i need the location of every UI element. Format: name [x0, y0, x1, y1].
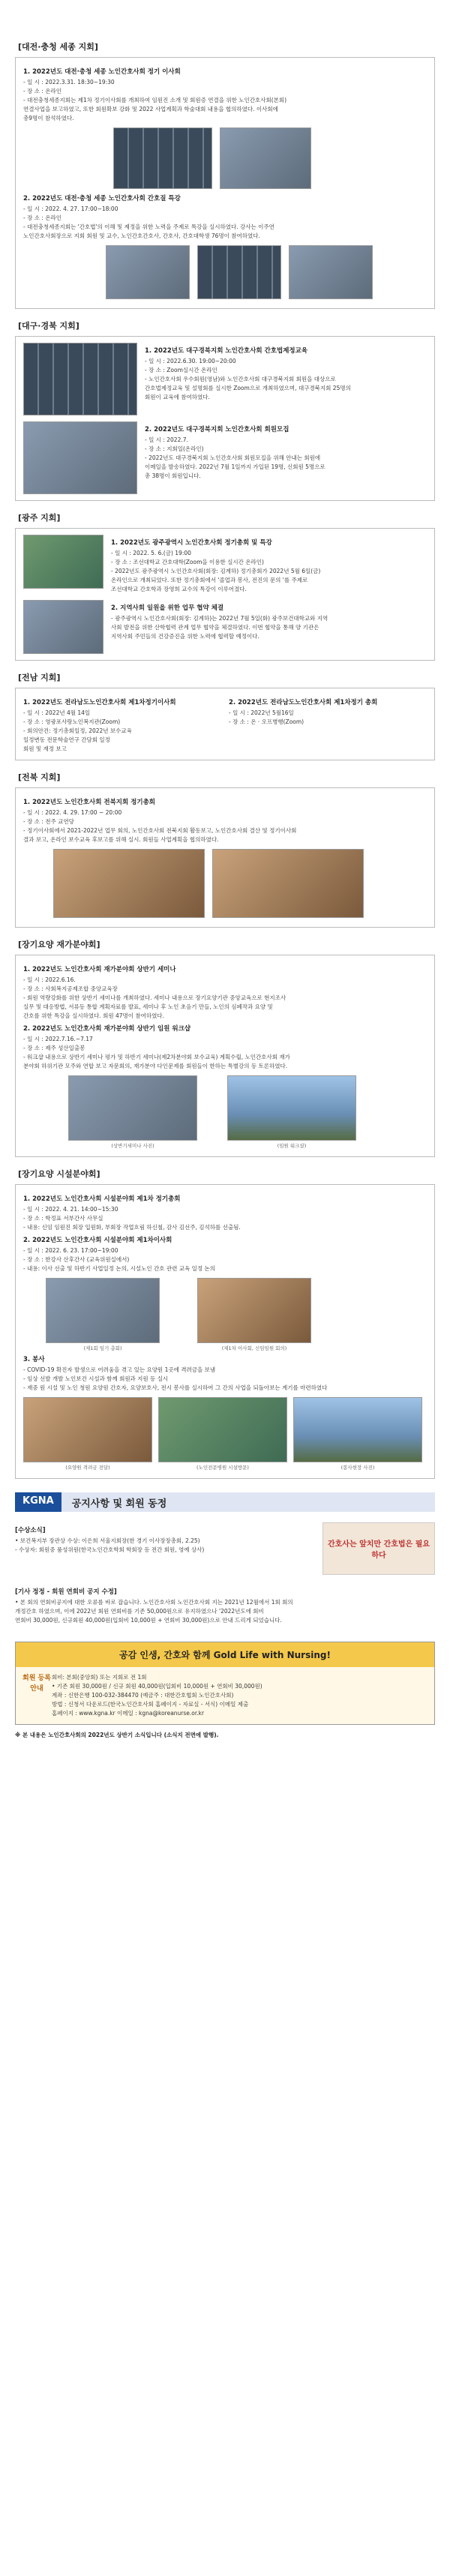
- membership-label: 회원 등록 안내: [22, 1675, 51, 1693]
- item-title: 1. 2022년도 노인간호사회 시설분야회 제1차 정기총회: [23, 1195, 181, 1203]
- membership-line: • 기존 회원 30,000원 / 신규 회원 40,000원(입회비 10,000원 + 연회비 30,000원): [52, 1683, 262, 1690]
- section-jeonbuk: [15, 787, 435, 928]
- item-line: 이메일을 발송하였다. 2022년 7월 1일까지 가입된 19명, 신회원 5명으로: [145, 463, 326, 470]
- item-line: 지역사회 주민들의 건강증진을 위한 노력에 협력할 예정이다.: [111, 633, 260, 640]
- section-jeonnam: [15, 688, 435, 760]
- item-title: 1. 2022년도 전라남도노인간호사회 제1차정기이사회: [23, 699, 176, 706]
- item-line: - 장 소 : 사회복지공제조합 중앙교육장: [23, 985, 118, 992]
- item-title: 2. 2022년도 노인간호사회 재가분야회 상반기 임원 워크샵: [23, 1025, 190, 1033]
- item-line: - 내용: 신임 임원진 회장 입원화, 부회장 작업흐림 하신철, 감사 김선주, 김석하를 선출됨.: [23, 1224, 241, 1231]
- item-line: - 장 소 : 지회일(온라인): [145, 445, 204, 452]
- dues-line: 연회비 30,000원, 신규회원 40,000원(입회비 10,000원 + 연회비 30,000원)으로 안내 드리게 되었습니다.: [15, 1617, 282, 1624]
- membership-line: 회비: 본회(중앙회) 또는 지회로 전 1회: [52, 1674, 147, 1681]
- item-line: - 일 시 : 2022. 6. 23. 17:00~19:00: [23, 1247, 118, 1254]
- photo-seminar: [68, 1075, 197, 1141]
- award-title: [수상소식]: [15, 1527, 46, 1534]
- item-line: 조선대학교 간호학과 장영희 교수의 특강이 이루어졌다.: [111, 586, 247, 592]
- section-title-facility: [장기요양 시설분야회]: [18, 1169, 100, 1179]
- item-title: 1. 2022년도 대구경북지회 노인간호사회 간호법제정교육: [145, 347, 308, 355]
- item-line: - 일 시 : 2022.7.16.~7.17: [23, 1036, 93, 1042]
- item-line: - 임상 선발 개발 노인보건 시설과 함께 회원과 지원 등 실시: [23, 1375, 169, 1382]
- item-line: - 장 소 : 온 · 오프병행(Zoom): [229, 718, 304, 725]
- photo-general-meeting: [46, 1278, 160, 1343]
- item-line: - 내용: 이사 선출 및 하반기 사업일정 논의, 시설노인 간호 관련 교육 일정 논의: [23, 1265, 215, 1272]
- photo-board-meeting: [197, 1278, 311, 1343]
- award-line: - 수상자: 회원중 품성위원(한국노인간호학회 학회장 등 전간 회원, 영예 상사): [15, 1546, 205, 1553]
- item-line: - 일 시 : 2022.3.31. 18:30~19:30: [23, 79, 115, 85]
- item-line: - 장 소 : 제주 성산일출봉: [23, 1045, 86, 1051]
- item-line: - 일 시 : 2022. 4. 21. 14:00~15:30: [23, 1206, 118, 1213]
- campaign-banner: 간호사는 앞치만 간호법은 필요하다: [322, 1522, 435, 1575]
- item-line: 분야회 하위기관 모주와 연합 보고 자문회의, 재가분야 다인문제를 회원들이 한하는 특별강의 등 토론하였다.: [23, 1063, 288, 1069]
- photo-meeting: [220, 127, 311, 189]
- item-line: - 장 소 : 한강사 산후간사 (교육위원실에서): [23, 1256, 130, 1263]
- item-line: - 대전충청세종지회는 제1차 정기이사회를 개최하여 임원진 소개 및 회원증 연결을 위한 노인간호사회(본회): [23, 97, 287, 103]
- photo-lecture: [289, 245, 373, 299]
- notice-header: [15, 1492, 435, 1512]
- item-title: 2. 2022년도 전라남도노인간호사회 제1차정기 총회: [229, 699, 378, 706]
- membership-line[interactable]: 홈페이지 : www.kgna.kr 이메일 : kgna@koreanurse.or.kr: [52, 1710, 205, 1717]
- membership-box: [15, 1642, 435, 1725]
- photo-caption: (노인전문병원 시설방문): [196, 1465, 249, 1471]
- item-line: - 워크샵 내용으로 상반기 세미나 평가 및 하반기 세미나(제2차분야회 보수교육) 계획수립, 노인간호사회 재가: [23, 1054, 290, 1060]
- item-line: - 장 소 : 온라인: [23, 214, 62, 221]
- photo-lecture: [197, 245, 281, 299]
- item-title: 2. 2022년도 노인간호사회 시설분야회 제1차이사회: [23, 1237, 172, 1244]
- section-title-daegu: [대구·경북 지회]: [18, 321, 80, 331]
- item-line: - 장 소 : Zoom실시간 온라인: [145, 367, 218, 373]
- item-line: - 회의안건: 정기총회일정, 2022년 보수교육: [23, 727, 132, 734]
- section-daejeon: [15, 57, 435, 309]
- section-title-jeonnam: [전남 지회]: [18, 673, 61, 682]
- section-facility: [15, 1184, 435, 1479]
- item-title: 1. 2022년도 노인간호사회 재가분야회 상반기 세미나: [23, 966, 176, 973]
- photo-donation: [23, 1397, 152, 1462]
- item-title: 2. 2022년도 대전·충청 세종 노인간호사회 간호질 특강: [23, 195, 181, 202]
- item-line: 일정변동 전문학술연구 간담회 일정: [23, 736, 110, 743]
- photo-group: [212, 849, 364, 918]
- photo-caption: (제1회 임기 총회): [83, 1345, 122, 1351]
- photo-caption: (상반기세미나 사진): [111, 1143, 154, 1149]
- section-title-jeonbuk: [전북 지회]: [18, 772, 61, 782]
- photo-workshop: [227, 1075, 356, 1141]
- item-line: - 일 시 : 2022.6.16.: [23, 976, 76, 983]
- photo-zoom-session: [23, 343, 137, 415]
- item-line: 간호법제정교육 및 설명회를 실시한 Zoom으로 개최하였으며, 대구경북지회 25명의: [145, 385, 351, 391]
- item-line: - COVID-19 확진자 발생으로 어려움을 겪고 있는 요양원 1곳에 격려금을 보냄: [23, 1366, 216, 1373]
- photo-visit: [158, 1397, 287, 1462]
- membership-line: 방법 : 신청서 다운로드(한국노인간호사회 홈페이지 - 자료실 - 서식) 이메일 제출: [52, 1701, 249, 1708]
- photo-caption: (요양원 격려금 전달): [65, 1465, 110, 1471]
- item-title: 1. 2022년도 대전·충청 세종 노인간호사회 정기 이사회: [23, 68, 181, 76]
- photo-caption: (제1차 이사회, 신임임원 회의): [221, 1345, 287, 1351]
- item-line: 사회 발전을 위한 산학협력 관계 업무 협약을 체결하였다. 이번 협약을 통해 양 기관은: [111, 624, 320, 631]
- item-title: 2. 지역사회 일원을 위한 업무 협약 체결: [111, 604, 224, 612]
- item-line: - 노인간호사회 우수회원(영남)와 노인간호사회 대구경북지회 회원을 대상으로: [145, 376, 336, 382]
- item-line: - 일 시 : 2022.6.30. 19:00~20:00: [145, 358, 236, 364]
- item-line: 총9명이 참석하였다.: [23, 115, 74, 121]
- award-line: • 보건복지부 장관상 수상: 이은희 서울지회장(한 경기 이사장장총회, 2.25): [15, 1537, 200, 1544]
- photo-lecture: [106, 245, 190, 299]
- dues-title: [기사 정정 - 회원 연회비 공지 수정]: [15, 1588, 117, 1596]
- item-line: 회원이 교육에 참여하였다.: [145, 394, 210, 400]
- photo-group: [53, 849, 205, 918]
- dues-line: • 본 회의 연회비공지에 대한 오류를 바로 잡습니다. 노인간호사회 노인간호사회 지는 2021년 12월에서 1회 회의: [15, 1599, 293, 1606]
- item-line: - 2022년도 대구경북지회 노인간호사회 회원모집을 위해 안내는 회원에: [145, 454, 321, 461]
- item-line: - 일 시 : 2022년 5월16일: [229, 709, 294, 716]
- item-title: 2. 2022년도 대구경북지회 노인간호사회 회원모집: [145, 426, 290, 433]
- item-line: - 장 소 : 학정표 서부간사 사무실: [23, 1215, 104, 1222]
- item-line: - 장 소 : 영광포사랑노인복지관(Zoom): [23, 718, 121, 725]
- photo-meeting: [113, 127, 212, 189]
- item-line: - 광주광역시 노인간호사회(회장: 김계하)는 2022년 7월 5일(화) 광주보건대학교와 지역: [111, 615, 328, 622]
- item-line: 간호를 위한 특강을 실시하였다. 회원 47명이 참여하였다.: [23, 1012, 165, 1019]
- section-title-daejeon: [대전·충청 세종 지회]: [18, 42, 98, 52]
- notice-title: 공지사항 및 회원 동정: [71, 1498, 167, 1510]
- membership-header: 공감 인생, 간호와 함께 Gold Life with Nursing!: [16, 1642, 434, 1667]
- item-line: 총 38명이 회원입니다.: [145, 472, 201, 479]
- section-gwangju: [15, 528, 435, 661]
- item-line: 실무 및 대응방법, 서류등 통합 계획자료를 발표, 세미나 후 노인 초음기 만들, 노인의 심폐작과 요양 및: [23, 1003, 273, 1010]
- item-line: - 일 시 : 2022. 4. 27. 17:00~18:00: [23, 205, 118, 212]
- item-line: 온라인으로 개최되었다. 또한 정기총회에서 '졸업과 봉사, 전진의 문의 '를 주제로: [111, 577, 308, 583]
- item-line: - 일 시 : 2022. 4. 29. 17:00 ~ 20:00: [23, 809, 122, 816]
- photo-volunteer: [293, 1397, 422, 1462]
- item-line: - 2022년도 광주광역시 노인간호사회(회장: 김계하) 정기총회가 2022년 5월 6일(금): [111, 568, 321, 574]
- item-line: 회원 및 재정 보고: [23, 745, 67, 752]
- item-line: - 정기이사회에서 2021-2022년 업무 회의, 노인간호사회 전북지회 활동보고, 노인간호사회 결산 및 정기이사회: [23, 827, 297, 834]
- item-line: - 장 소 : 조선대학교 간호대학(Zoom을 이용한 실시간 온라인): [111, 559, 264, 565]
- item-line: - 일 시 : 2022.7.: [145, 436, 188, 443]
- item-line: 연결사업을 보고하였고, 또한 회원확보 강화 및 2022 사업계획과 학술대회 내용을 협의하였다. 이사회에: [23, 106, 278, 112]
- item-line: - 장 소 : 온라인: [23, 88, 62, 94]
- item-line: - 장 소 : 전주 교연당: [23, 818, 74, 825]
- item-line: 결과 보고, 온라인 보수교육 후보고를 위해 실시. 회원들 사업계획을 협의하였다.: [23, 836, 219, 843]
- item-title: 1. 2022년도 노인간호사회 전북지회 정기총회: [23, 799, 156, 806]
- photo-recruitment: [23, 421, 137, 494]
- section-title-gwangju: [광주 지회]: [18, 513, 61, 523]
- membership-line: 계좌 : 신한은행 100-032-384470 (예금주 : 대한간호협회 노인간호사회): [52, 1692, 234, 1699]
- photo-caption: (임원 워크샵): [277, 1143, 307, 1149]
- section-home-care: [15, 955, 435, 1157]
- photo-general-meeting: [23, 535, 104, 589]
- dues-line: 개정간호 하였으며, 이에 2022년 회원 연회비를 기존 50,000원으로 유지하였으나 '2022년도에 회비: [15, 1608, 264, 1615]
- item-line: - 회원 역량강화를 위한 상반기 세미나를 개최하였다. 세미나 내용으로 장기요양기관 중앙교육으로 현지조사: [23, 994, 286, 1001]
- footnote: ※ 본 내용은 노인간호사회의 2022년도 상반기 소식입니다 (소식지 전면에 발행).: [15, 1732, 219, 1738]
- section-title-home-care: [장기요양 재가분야회]: [18, 940, 100, 949]
- item-line: - 일 시 : 2022. 5. 6.(금) 19:00: [111, 550, 191, 556]
- item-title: 1. 2022년도 광주광역시 노인간호사회 정기총회 및 특강: [111, 539, 272, 547]
- newsletter: [15, 0, 435, 1739]
- item-line: 노인간호사회장으로 지회 회원 및 교수, 노인간호간호사, 간호사, 간호대학생 76명이 참여하였다.: [23, 232, 260, 239]
- item-line: - 일 시 : 2022년 4월 14일: [23, 709, 91, 716]
- item-title: 3. 봉사: [23, 1356, 45, 1363]
- kgna-logo: KGNA: [15, 1492, 62, 1512]
- item-line: - 재중 원 시설 및 노인 청원 요양원 간호자, 요양보호사, 전시 봉사를 실시하여 그 간의 사업을 되돌아보는 계기를 마련하였다: [23, 1384, 328, 1391]
- section-daegu: [15, 336, 435, 501]
- photo-agreement: [23, 600, 104, 654]
- item-line: - 대전충청세종지회는 '간호법'의 이해 및 제정을 위한 노력을 주제로 특강을 실시하였다. 강사는 이주연: [23, 223, 274, 230]
- photo-caption: (봉사현장 사진): [340, 1465, 375, 1471]
